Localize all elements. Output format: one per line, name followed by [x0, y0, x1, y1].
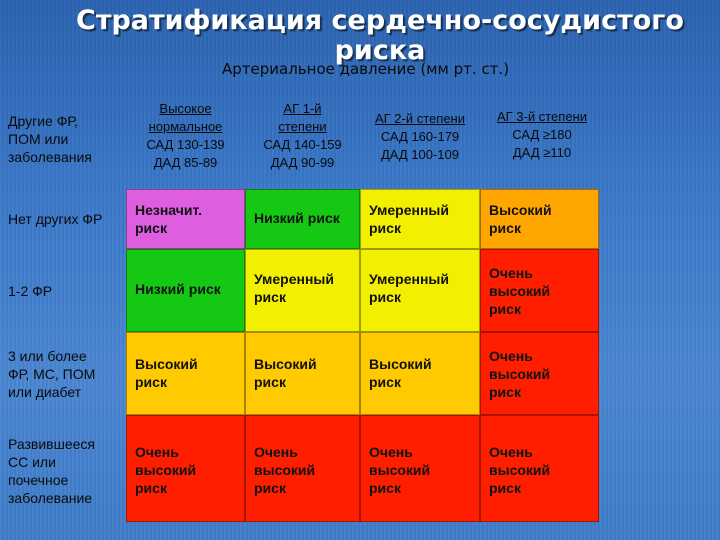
- risk-text: Очень: [489, 444, 533, 460]
- row-label-1-2-risk-factors: [8, 282, 52, 300]
- risk-grid: [126, 189, 599, 522]
- risk-text: Умеренный: [254, 271, 334, 287]
- risk-text: высокий: [489, 366, 551, 382]
- risk-text: риск: [489, 220, 521, 236]
- col-header-line: САД 160-179: [380, 129, 460, 144]
- row-label-line: заболевание: [8, 490, 93, 506]
- row-label-established-disease: [8, 435, 95, 507]
- column-header-grade-2: [360, 110, 480, 164]
- risk-text: высокий: [489, 283, 551, 299]
- risk-text: высокий: [489, 462, 551, 478]
- risk-cell: [126, 249, 245, 332]
- col-header-line: АГ 2-й степени: [374, 111, 465, 126]
- risk-cell: [480, 249, 599, 332]
- col-header-line: Высокое: [159, 101, 212, 116]
- risk-text: Высокий: [135, 356, 198, 372]
- risk-text: Низкий риск: [135, 281, 221, 297]
- page-title: Стратификация сердечно-сосудистого риска: [76, 5, 684, 66]
- risk-text: Умеренный: [369, 202, 449, 218]
- risk-cell: [126, 332, 245, 415]
- risk-cell: [360, 189, 480, 249]
- col-header-line: АГ 1-й: [283, 101, 322, 116]
- row-label-line: Развившееся: [8, 436, 96, 452]
- col-header-line: ДАД 90-99: [270, 155, 335, 170]
- row-label-line: 3 или более: [8, 348, 87, 364]
- risk-cell: [480, 332, 599, 415]
- column-header-high-normal: [126, 100, 245, 172]
- col-header-line: нормальное: [148, 119, 223, 134]
- risk-text: Высокий: [369, 356, 432, 372]
- risk-cell: [245, 332, 360, 415]
- row-label-3-or-more: [8, 347, 95, 401]
- risk-text: Очень: [135, 444, 179, 460]
- risk-cell: [245, 415, 360, 522]
- row-label-line: СС или: [8, 454, 56, 470]
- left-header-line: Другие ФР,: [8, 113, 78, 129]
- left-column-header: [8, 112, 92, 166]
- col-header-line: АГ 3-й степени: [496, 109, 587, 124]
- risk-text: риск: [489, 384, 521, 400]
- row-label-line: почечное: [8, 472, 69, 488]
- risk-text: Высокий: [489, 202, 552, 218]
- subtitle: Артериальное давление (мм рт. ст.): [222, 60, 510, 78]
- col-header-line: САД 140-159: [263, 137, 342, 152]
- row-label-line: ФР, МС, ПОМ: [8, 366, 96, 382]
- col-header-line: ДАД ≥110: [512, 145, 572, 160]
- risk-text: Низкий риск: [254, 210, 340, 226]
- risk-text: Очень: [369, 444, 413, 460]
- risk-text: высокий: [135, 462, 197, 478]
- risk-text: риск: [135, 220, 167, 236]
- risk-text: риск: [369, 374, 401, 390]
- risk-text: Очень: [489, 265, 533, 281]
- risk-text: риск: [135, 374, 167, 390]
- column-header-grade-1: [245, 100, 360, 172]
- row-label-line: 1-2 ФР: [8, 283, 53, 299]
- col-header-line: ДАД 100-109: [380, 147, 460, 162]
- risk-text: Незначит.: [135, 202, 202, 218]
- col-header-line: САД ≥180: [512, 127, 572, 142]
- risk-text: Очень: [254, 444, 298, 460]
- risk-text: риск: [254, 289, 286, 305]
- risk-cell: [245, 189, 360, 249]
- col-header-line: ДАД 85-89: [153, 155, 218, 170]
- risk-cell: [360, 249, 480, 332]
- risk-text: высокий: [254, 462, 316, 478]
- risk-cell: [126, 415, 245, 522]
- risk-cell: [480, 415, 599, 522]
- column-header-grade-3: [480, 108, 604, 162]
- risk-cell: [245, 249, 360, 332]
- risk-text: риск: [369, 220, 401, 236]
- left-header-line: заболевания: [8, 149, 92, 165]
- risk-text: риск: [369, 289, 401, 305]
- risk-cell: [360, 415, 480, 522]
- risk-text: риск: [135, 480, 167, 496]
- row-label-line: Нет других ФР: [8, 211, 103, 227]
- risk-text: риск: [254, 374, 286, 390]
- risk-cell: [480, 189, 599, 249]
- risk-text: Умеренный: [369, 271, 449, 287]
- row-label-line: или диабет: [8, 384, 82, 400]
- risk-text: Высокий: [254, 356, 317, 372]
- risk-text: высокий: [369, 462, 431, 478]
- risk-text: риск: [369, 480, 401, 496]
- col-header-line: САД 130-139: [146, 137, 225, 152]
- risk-text: риск: [254, 480, 286, 496]
- risk-text: Очень: [489, 348, 533, 364]
- left-header-line: ПОМ или: [8, 131, 69, 147]
- risk-cell: [126, 189, 245, 249]
- row-label-no-risk-factors: [8, 210, 102, 228]
- col-header-line: степени: [278, 119, 327, 134]
- risk-text: риск: [489, 301, 521, 317]
- risk-cell: [360, 332, 480, 415]
- risk-text: риск: [489, 480, 521, 496]
